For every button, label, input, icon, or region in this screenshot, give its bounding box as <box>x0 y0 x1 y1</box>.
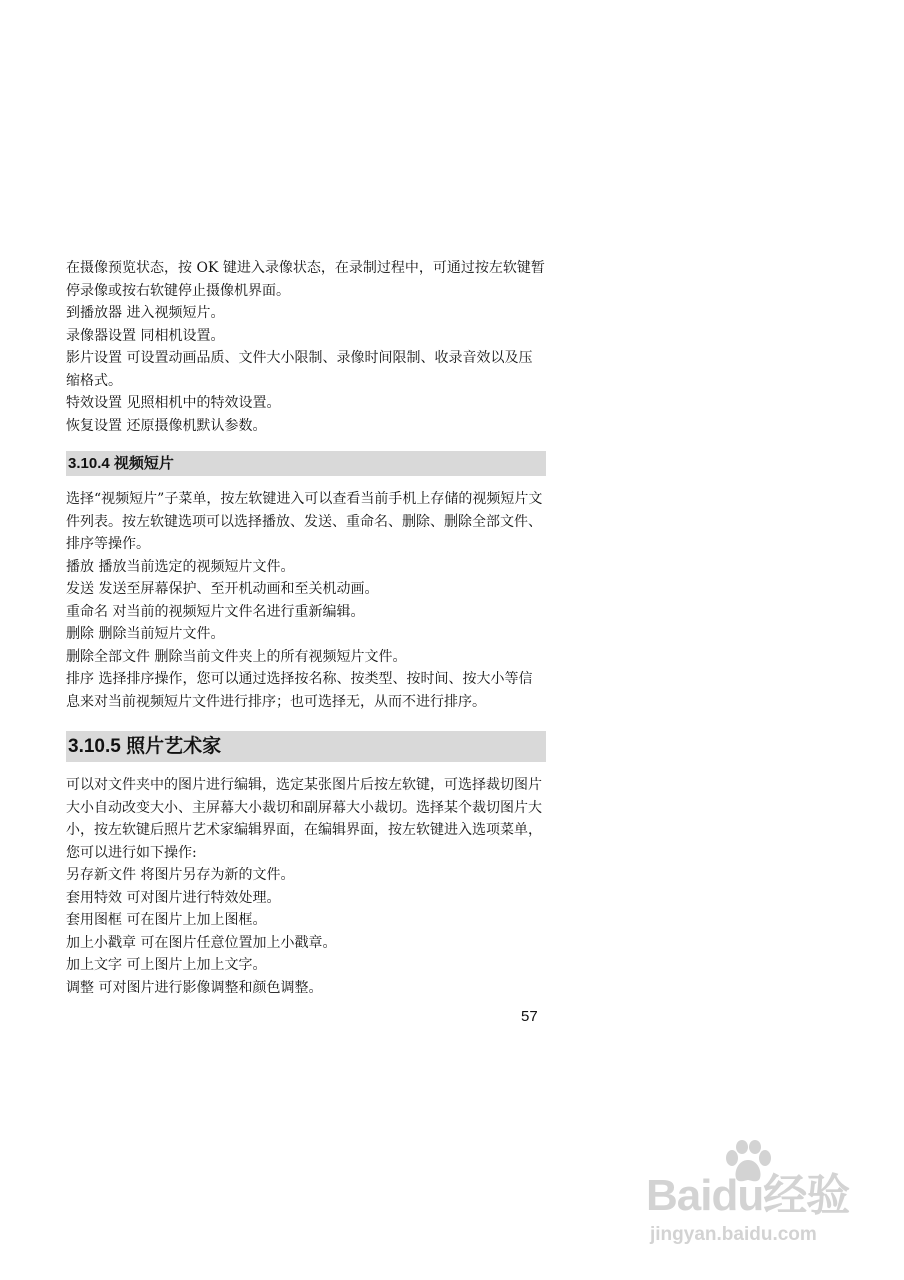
paragraph-delete-all: 删除全部文件 删除当前文件夹上的所有视频短片文件。 <box>66 648 407 665</box>
paragraph-to-player: 到播放器 进入视频短片。 <box>66 305 225 321</box>
paragraph-send: 发送 发送至屏幕保护、至开机动画和至关机动画。 <box>66 581 379 597</box>
paragraph-recorder-settings: 录像器设置 同相机设置。 <box>66 327 225 344</box>
video-clips-section <box>66 488 546 713</box>
paragraph-rename: 重命名 对当前的视频短片文件名进行重新编辑。 <box>66 603 365 620</box>
paragraph-record-instructions: 在摄像预览状态，按 OK 键进入录像状态，在录制过程中，可通过按左软键暂停录像或按右软键停止摄像机界面。 <box>66 260 545 299</box>
watermark-logo-text: Baidu经验 <box>646 1171 850 1220</box>
paragraph-effect-settings: 特效设置 见照相机中的特效设置。 <box>66 395 281 411</box>
baidu-watermark <box>646 1140 866 1250</box>
section-heading-video-clips: 3.10.4 视频短片 <box>66 451 546 476</box>
section-heading-photo-artist: 3.10.5 照片艺术家 <box>66 731 546 762</box>
paragraph-save-as: 另存新文件 将图片另存为新的文件。 <box>66 867 295 883</box>
paragraph-movie-settings: 影片设置 可设置动画品质、文件大小限制、录像时间限制、收录音效以及压缩格式。 <box>66 350 533 389</box>
paragraph-add-text: 加上文字 可上图片上加上文字。 <box>66 957 267 973</box>
paragraph-play: 播放 播放当前选定的视频短片文件。 <box>66 558 295 575</box>
paragraph-video-clips-intro: 选择“视频短片”子菜单，按左软键进入可以查看当前手机上存储的视频短片文件列表。按左软键选项可以选择播放、发送、重命名、删除、删除全部文件、排序等操作。 <box>66 491 543 552</box>
paragraph-adjust: 调整 可对图片进行影像调整和颜色调整。 <box>66 979 323 996</box>
watermark-url: jingyan.baidu.com <box>650 1224 817 1245</box>
paragraph-restore-settings: 恢复设置 还原摄像机默认参数。 <box>66 417 267 434</box>
paragraph-add-stamp: 加上小戳章 可在图片任意位置加上小戳章。 <box>66 934 337 951</box>
paragraph-sort: 排序 选择排序操作，您可以通过选择按名称、按类型、按时间、按大小等信息来对当前视频短片文件进行排序；也可选择无，从而不进行排序。 <box>66 671 533 710</box>
paragraph-apply-frame: 套用图框 可在图片上加上图框。 <box>66 912 267 928</box>
photo-artist-section <box>66 774 546 999</box>
paragraph-photo-artist-intro: 可以对文件夹中的图片进行编辑，选定某张图片后按左软键，可选择裁切图片大小自动改变大小、主屏幕大小裁切和副屏幕大小裁切。选择某个裁切图片大小，按左软键后照片艺术家编辑界面，在编辑界面，按左软键进入选项菜单，您可以进行如下操作: <box>66 777 542 861</box>
document-page <box>66 257 546 999</box>
paragraph-apply-effect: 套用特效 可对图片进行特效处理。 <box>66 889 281 906</box>
page-number: 57 <box>521 1008 538 1025</box>
camera-settings-section <box>66 257 546 437</box>
paragraph-delete: 删除 删除当前短片文件。 <box>66 626 225 642</box>
